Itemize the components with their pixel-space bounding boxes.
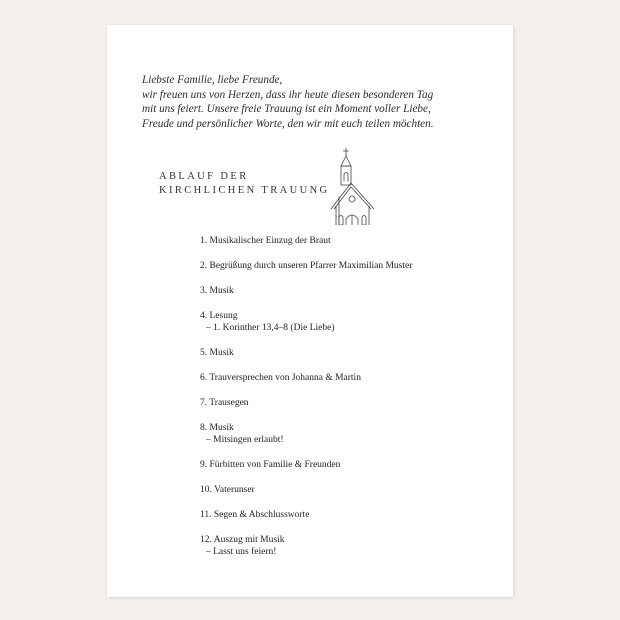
program-item — [200, 372, 500, 397]
program-item-subtext: – Mitsingen erlaubt! — [206, 435, 284, 445]
program-item — [200, 422, 500, 459]
program-item-text: 5. Musik — [200, 348, 234, 358]
program-item-text: 12. Auszug mit Musik — [200, 535, 285, 545]
program-item — [200, 285, 500, 310]
program-item-text: 7. Trausegen — [200, 398, 249, 408]
program-card — [107, 25, 513, 597]
program-item-subtext: – Lasst uns feiern! — [206, 547, 277, 557]
program-list — [200, 235, 500, 571]
intro-line: Freude und persönlicher Worte, den wir mit euch teilen möchten. — [142, 117, 434, 130]
program-item — [200, 509, 500, 534]
program-item — [200, 235, 500, 260]
program-item — [200, 310, 500, 347]
intro-line: mit uns feiert. Unsere freie Trauung ist ein Moment voller Liebe, — [142, 103, 431, 115]
program-item-text: 10. Vaterunser — [200, 485, 255, 495]
program-item — [200, 260, 500, 285]
section-title-line: ABLAUF DER — [159, 171, 249, 182]
program-item — [200, 397, 500, 422]
program-item-text: 9. Fürbitten von Familie & Freunden — [200, 460, 341, 470]
program-item-text: 2. Begrüßung durch unseren Pfarrer Maximilian Muster — [200, 261, 413, 271]
program-item — [200, 347, 500, 372]
intro-line: Liebste Familie, liebe Freunde, — [142, 74, 283, 86]
program-item-text: 4. Lesung — [200, 311, 238, 321]
intro-line: wir freuen uns von Herzen, dass ihr heute diesen besonderen Tag — [142, 88, 434, 101]
program-item-text: 6. Trauversprechen von Johanna & Martin — [200, 373, 361, 383]
program-item — [200, 484, 500, 509]
program-item-text: 3. Musik — [200, 286, 234, 296]
program-item — [200, 534, 500, 571]
program-item — [200, 459, 500, 484]
chapel-illustration — [327, 145, 389, 225]
section-title — [159, 170, 330, 198]
program-item-text: 8. Musik — [200, 423, 234, 433]
intro-text — [142, 73, 502, 131]
program-item-text: 1. Musikalischer Einzug der Braut — [200, 236, 331, 246]
program-item-subtext: – 1. Korinther 13,4–8 (Die Liebe) — [206, 323, 335, 333]
section-title-line: KIRCHLICHEN TRAUUNG — [159, 185, 330, 196]
program-item-text: 11. Segen & Abschlussworte — [200, 510, 310, 520]
